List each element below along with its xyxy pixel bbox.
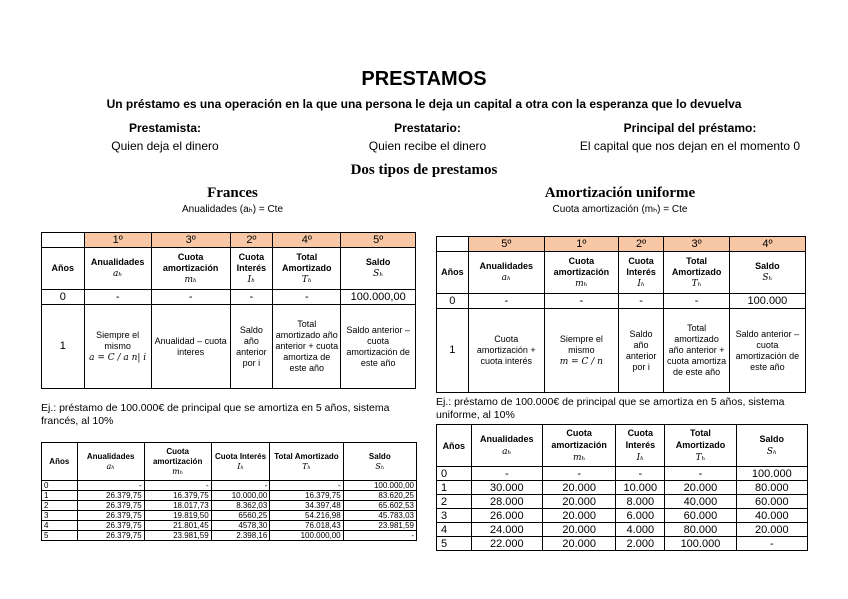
cell: 0 [42, 290, 85, 305]
table-cell: 26.379,75 [77, 501, 144, 511]
cell: 100.000,00 [341, 290, 416, 305]
table-cell: 4 [42, 521, 78, 531]
order-row [42, 233, 416, 248]
table-cell: 26.000 [471, 509, 542, 523]
blank-cell [42, 233, 85, 248]
header-symbol: Sₕ [375, 461, 385, 471]
table-cell: 18.017,73 [144, 501, 211, 511]
frances-title: Frances [207, 185, 258, 201]
header-label: Anualidades [479, 261, 534, 271]
frances-example-table [41, 442, 417, 541]
table-cell: 28.000 [471, 495, 542, 509]
table-cell: 20.000 [736, 523, 807, 537]
cell [84, 305, 151, 389]
header-label: Saldo [759, 434, 785, 444]
table-cell: 0 [437, 467, 472, 481]
table-cell: 80.000 [736, 481, 807, 495]
table-cell: 26.379,75 [77, 511, 144, 521]
table-cell: - [616, 467, 665, 481]
header-cell [542, 425, 615, 467]
table-cell: 76.018,43 [270, 521, 343, 531]
header-cell [665, 425, 736, 467]
order-cell: 1º [84, 233, 151, 248]
cell: Saldo anterior – cuota amortización de este año [729, 309, 805, 393]
rule-text: Siempre el mismo [559, 333, 603, 355]
header-label: Cuota amortización [551, 428, 607, 450]
cell: Anualidad – cuota interes [151, 305, 230, 389]
header-symbol: aₕ [113, 269, 123, 279]
cell: Total amortizado año anterior + cuota amortiza de este año [664, 309, 730, 393]
rule-text: Siempre el mismo [96, 329, 140, 351]
order-cell: 4º [729, 237, 805, 252]
table-cell: 4578,30 [211, 521, 270, 531]
table-cell: 20.000 [542, 495, 615, 509]
header-label: Años [49, 456, 70, 466]
order-cell: 4º [273, 233, 341, 248]
table-cell: 8.362,03 [211, 501, 270, 511]
table-cell: 83.620,25 [343, 491, 416, 501]
table-cell: 3 [437, 509, 472, 523]
table-cell: 20.000 [542, 537, 615, 551]
header-label: Anualidades [480, 434, 534, 444]
header-label: Años [441, 267, 464, 277]
frances-example-text: Ej.: préstamo de 100.000€ de principal que se amortiza en 5 años, sistema francés, al 10% [41, 402, 390, 427]
header-label: Anualidades [86, 451, 135, 461]
frances-definition-table [41, 232, 416, 389]
header-cell [664, 252, 730, 294]
order-cell: 2º [230, 233, 273, 248]
cell: Saldo anterior – cuota amortización de este año [341, 305, 416, 389]
table-row [437, 467, 808, 481]
page-title: PRESTAMOS [361, 68, 487, 90]
header-symbol: Iₕ [637, 278, 645, 289]
cell: - [664, 294, 730, 309]
header-label: Saldo [755, 261, 780, 271]
table-cell: 20.000 [542, 523, 615, 537]
table-cell: - [270, 481, 343, 491]
uniforme-definition-table [436, 236, 806, 393]
table-cell: 26.379,75 [77, 521, 144, 531]
table-cell: 6.000 [616, 509, 665, 523]
header-label: Anualidades [90, 257, 145, 267]
uniforme-example-table [436, 424, 808, 551]
cell: - [230, 290, 273, 305]
order-cell: 2º [618, 237, 663, 252]
table-cell: 30.000 [471, 481, 542, 495]
table-cell: 100.000,00 [343, 481, 416, 491]
header-cell [343, 443, 416, 481]
role-prestatario [340, 119, 515, 155]
cell: - [468, 294, 544, 309]
table-cell: 16.379,75 [144, 491, 211, 501]
header-cell [273, 248, 341, 290]
header-label: Total Amortizado [282, 251, 332, 273]
order-cell: 1º [544, 237, 618, 252]
cell: 1 [437, 309, 469, 393]
table-cell: - [542, 467, 615, 481]
header-row [42, 248, 416, 290]
order-cell: 5º [341, 233, 416, 248]
header-cell [77, 443, 144, 481]
table-cell: 4 [437, 523, 472, 537]
header-row [42, 443, 417, 481]
table-cell: 34.397,48 [270, 501, 343, 511]
table-cell: 1 [437, 481, 472, 495]
header-label: Saldo [368, 451, 391, 461]
table-row [437, 481, 808, 495]
header-cell [151, 248, 230, 290]
header-symbol: Sₕ [766, 447, 777, 457]
header-cell [544, 252, 618, 294]
table-cell: 22.000 [471, 537, 542, 551]
role-text: El capital que nos dejan en el momento 0 [579, 139, 801, 153]
cell: Cuota amortización + cuota interés [468, 309, 544, 393]
table-cell: 60.000 [665, 509, 736, 523]
header-label: Cuota Interés [236, 251, 267, 273]
table-row [437, 509, 808, 523]
header-symbol: aₕ [502, 447, 512, 457]
cell: Saldo año anterior por i [618, 309, 663, 393]
table-cell: 45.783,03 [343, 511, 416, 521]
header-label: Cuota Interés [214, 451, 267, 461]
table-row [42, 481, 417, 491]
table-row [42, 511, 417, 521]
table-cell: 23.981,59 [343, 521, 416, 531]
table-cell: 2 [437, 495, 472, 509]
header-symbol: mₕ [572, 453, 586, 463]
table-cell: - [471, 467, 542, 481]
table-row [437, 523, 808, 537]
role-heading: Prestatario: [394, 121, 461, 135]
order-row [437, 237, 806, 252]
table-cell: 60.000 [736, 495, 807, 509]
table-cell: 100.000 [736, 467, 807, 481]
header-cell [729, 252, 805, 294]
row-zero [437, 294, 806, 309]
cell: 0 [437, 294, 469, 309]
annuity-formula: a = C / a n| i [89, 352, 147, 363]
table-cell: 26.379,75 [77, 531, 144, 541]
table-row [42, 491, 417, 501]
table-cell: 10.000 [616, 481, 665, 495]
cell: 1 [42, 305, 85, 389]
role-heading: Principal del préstamo: [623, 121, 757, 135]
table-cell: 40.000 [665, 495, 736, 509]
header-cell [42, 248, 85, 290]
uniforme-note: Cuota amortización (mₕ) = Cte [552, 204, 688, 215]
header-label: Cuota amortización [152, 446, 203, 466]
header-label: Cuota Interés [625, 428, 656, 450]
header-label: Saldo [365, 257, 391, 267]
header-symbol: Sₕ [373, 269, 384, 279]
header-cell [211, 443, 270, 481]
header-cell [736, 425, 807, 467]
frances-note: Anualidades (aₕ) = Cte [181, 204, 284, 215]
header-cell [341, 248, 416, 290]
header-label: Cuota amortización [553, 255, 610, 277]
table-cell: 8.000 [616, 495, 665, 509]
table-cell: 10.000,00 [211, 491, 270, 501]
order-cell: 3º [151, 233, 230, 248]
table-cell: 2.000 [616, 537, 665, 551]
cell: - [618, 294, 663, 309]
table-cell: 24.000 [471, 523, 542, 537]
table-cell: 26.379,75 [77, 491, 144, 501]
table-cell: 21.801,45 [144, 521, 211, 531]
header-cell [144, 443, 211, 481]
table-cell: 5 [42, 531, 78, 541]
table-cell: 3 [42, 511, 78, 521]
table-cell: 20.000 [542, 509, 615, 523]
table-cell: - [343, 531, 416, 541]
header-symbol: Tₕ [691, 278, 702, 289]
header-label: Años [442, 440, 466, 451]
header-cell [270, 443, 343, 481]
table-cell: 20.000 [542, 481, 615, 495]
header-row [437, 425, 808, 467]
header-symbol: mₕ [172, 466, 184, 476]
order-cell: 3º [664, 237, 730, 252]
table-cell: 0 [42, 481, 78, 491]
header-label: Total Amortizado [671, 255, 722, 277]
cell: - [151, 290, 230, 305]
table-cell: 100.000 [665, 537, 736, 551]
header-cell [84, 248, 151, 290]
table-cell: 80.000 [665, 523, 736, 537]
table-cell: 4.000 [616, 523, 665, 537]
table-cell: 19.819,50 [144, 511, 211, 521]
table-cell: 54.216,98 [270, 511, 343, 521]
table-row [42, 531, 417, 541]
header-cell [42, 443, 78, 481]
header-label: Cuota Interés [626, 255, 656, 277]
blank-cell [437, 237, 469, 252]
header-symbol: mₕ [575, 278, 588, 289]
table-cell: - [736, 537, 807, 551]
table-cell: 65.602,53 [343, 501, 416, 511]
table-row [437, 537, 808, 551]
amortization-formula: m = C / n [559, 356, 603, 367]
table-row [437, 495, 808, 509]
table-cell: 2 [42, 501, 78, 511]
header-label: Total Amortizado [274, 451, 339, 461]
header-label: Años [51, 263, 75, 273]
header-label: Cuota amortización [162, 251, 219, 273]
cell [544, 309, 618, 393]
table-cell: 100.000,00 [270, 531, 343, 541]
role-text: Quien recibe el dinero [368, 139, 487, 153]
header-label: Total Amortizado [675, 428, 726, 450]
table-cell: 23.981,59 [144, 531, 211, 541]
header-cell [616, 425, 665, 467]
role-prestamista [80, 119, 250, 155]
header-symbol: Tₕ [695, 453, 706, 463]
table-cell: 16.379,75 [270, 491, 343, 501]
table-row [42, 521, 417, 531]
intro-text: Un préstamo es una operación en la que una persona le deja un capital a otra con la esperanza que lo devuelva [106, 97, 742, 111]
cell: 100.000 [729, 294, 805, 309]
header-cell [468, 252, 544, 294]
table-cell: - [144, 481, 211, 491]
role-heading: Prestamista: [128, 121, 202, 135]
header-cell [618, 252, 663, 294]
row-one [437, 309, 806, 393]
table-cell: 6560,25 [211, 511, 270, 521]
cell: - [544, 294, 618, 309]
table-cell: 2.398,16 [211, 531, 270, 541]
header-symbol: Tₕ [302, 461, 311, 471]
order-cell: 5º [468, 237, 544, 252]
cell: - [273, 290, 341, 305]
section-title: Dos tipos de prestamos [350, 162, 498, 178]
role-principal [555, 119, 825, 155]
header-row [437, 252, 806, 294]
header-symbol: aₕ [106, 461, 115, 471]
table-cell: 5 [437, 537, 472, 551]
cell: Saldo año anterior por i [230, 305, 273, 389]
header-cell [471, 425, 542, 467]
header-symbol: mₕ [184, 274, 197, 285]
uniforme-title: Amortización uniforme [544, 185, 696, 201]
cell: - [84, 290, 151, 305]
uniforme-example-text: Ej.: préstamo de 100.000€ de principal que se amortiza en 5 años, sistema uniforme, al 10% [436, 396, 785, 421]
row-zero [42, 290, 416, 305]
role-text: Quien deja el dinero [111, 139, 219, 153]
table-cell: 40.000 [736, 509, 807, 523]
table-cell: - [77, 481, 144, 491]
header-cell [230, 248, 273, 290]
header-symbol: Iₕ [237, 461, 244, 471]
header-symbol: Iₕ [636, 453, 645, 463]
header-symbol: Iₕ [247, 274, 256, 285]
header-cell [437, 252, 469, 294]
table-row [42, 501, 417, 511]
cell: Total amortizado año anterior + cuota amortiza de este año [273, 305, 341, 389]
row-one [42, 305, 416, 389]
header-symbol: Tₕ [301, 274, 312, 285]
table-cell: 1 [42, 491, 78, 501]
header-symbol: aₕ [501, 273, 511, 283]
table-cell: 20.000 [665, 481, 736, 495]
table-cell: - [211, 481, 270, 491]
header-symbol: Sₕ [762, 273, 773, 283]
header-cell [437, 425, 472, 467]
table-cell: - [665, 467, 736, 481]
